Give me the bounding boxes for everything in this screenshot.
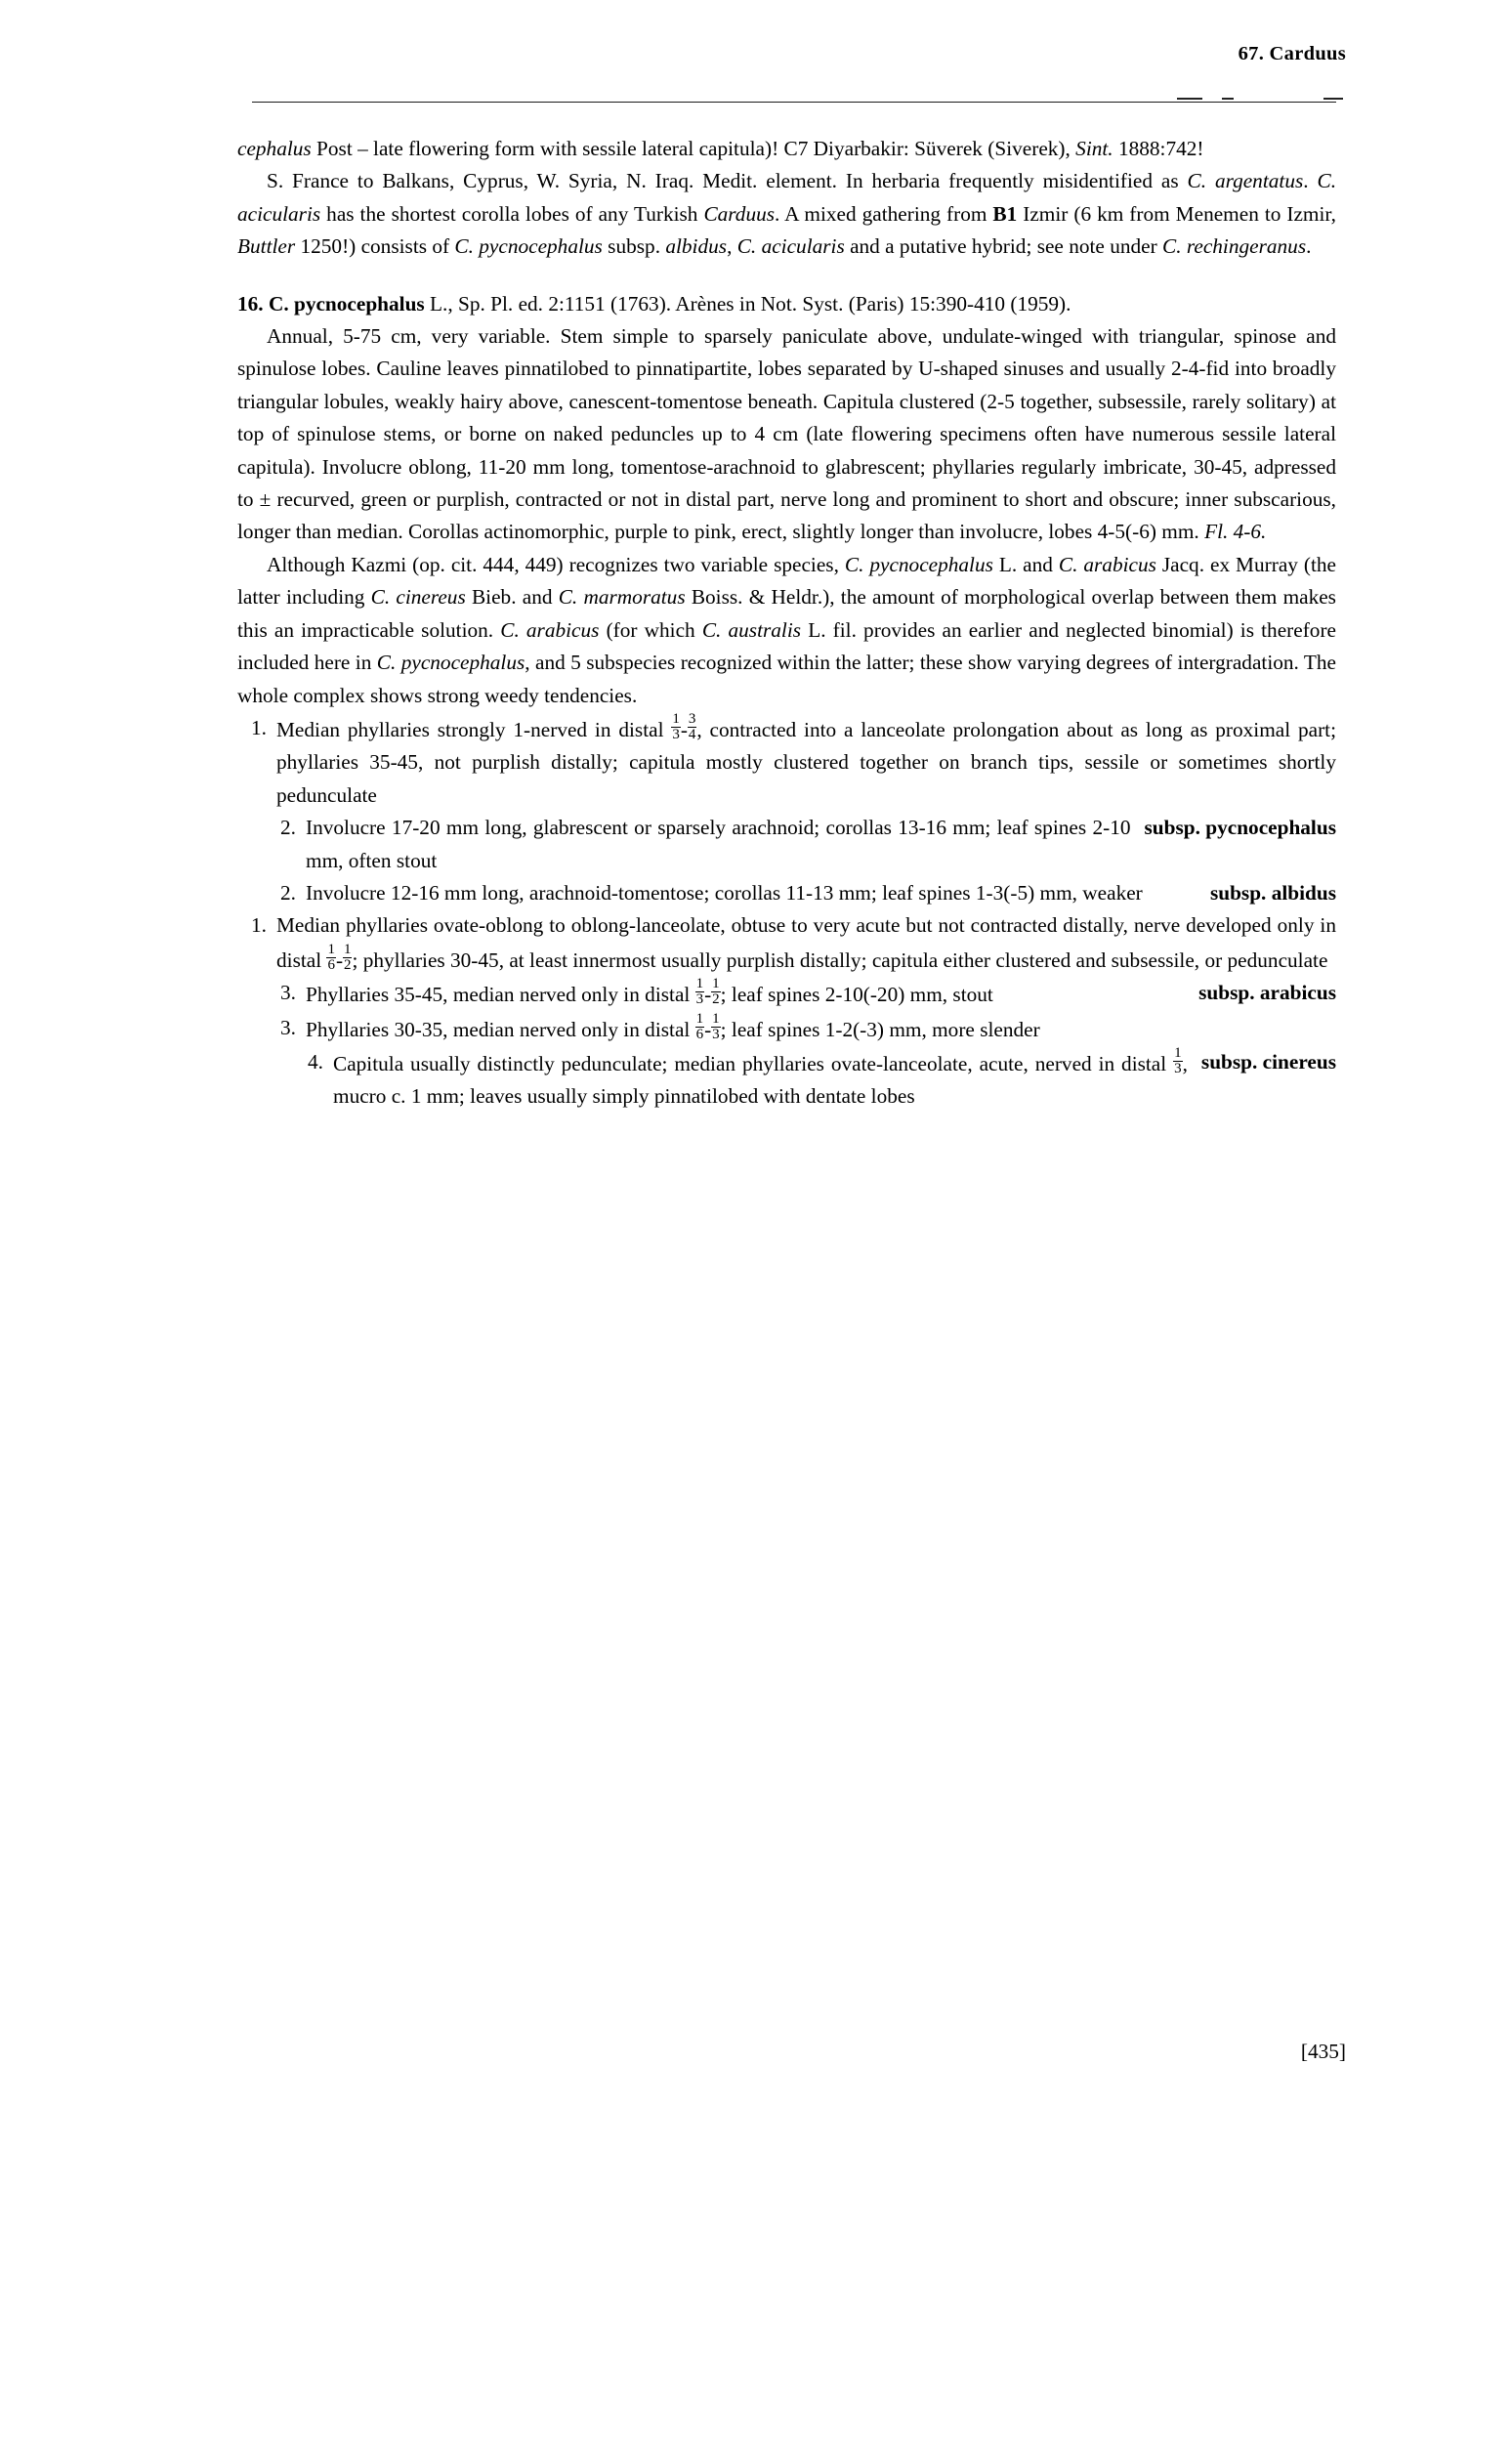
key-lead-number: 2. bbox=[280, 816, 296, 840]
key-lead-number: 3. bbox=[280, 981, 296, 1005]
key-lead-text-a: Capitula usually distinctly pedunculate; median phyllaries ovate-lanceolate, acute, nerved in distal bbox=[333, 1051, 1174, 1075]
key-lead-text bbox=[306, 977, 1336, 1011]
key-lead-text-a: Phyllaries 35-45, median nerved only in distal bbox=[306, 983, 695, 1007]
key-taxon-name: subsp. cinereus bbox=[1200, 1049, 1336, 1074]
key-lead-text bbox=[306, 877, 1336, 909]
species-epithet-continued: cephalus bbox=[237, 137, 312, 160]
key-lead-text bbox=[306, 812, 1336, 877]
paragraph-description: Annual, 5-75 cm, very variable. Stem simple to sparsely paniculate above, undulate-winged with triangular, spinose and spinulose lobes. Cauline leaves pinnatilobed to pinnatipartite, lobes separated by U-shaped sinuses and usually 2-4-fid into broadly triangular lobules, weakly hairy above, canescent-tomentose beneath. Capitula clustered (2-5 together, subsessile, rarely solitary) at top of spinulose stems, or borne on naked peduncles up to 4 cm (late flowering specimens often have numerous sessile lateral capitula). Involucre oblong, 11-20 mm long, tomentose-arachnoid to glabrescent; phyllaries regularly imbricate, 30-45, adpressed to ± recurved, green or purplish, contracted or not in distal part, nerve long and prominent to short and obscure; inner subscarious, longer than median. Corollas actinomorphic, purple to pink, erect, slightly longer than involucre, lobes 4-5(-6) mm. Fl. 4-6. bbox=[237, 324, 1336, 544]
key-taxon-name: subsp. pycnocephalus bbox=[1144, 816, 1336, 840]
key-lead-text-a: Median phyllaries strongly 1-nerved in distal bbox=[276, 717, 672, 741]
key-lead-number: 4. bbox=[308, 1049, 323, 1074]
key-taxon-name: subsp. arabicus bbox=[1198, 981, 1336, 1005]
page-folio: [435] bbox=[1300, 2040, 1346, 2063]
paragraph-continuation-text: Post – late flowering form with sessile lateral capitula)! C7 Diyarbakir: Süverek (Siverek), bbox=[311, 137, 1076, 160]
collection-number: 1888:742! bbox=[1113, 137, 1204, 160]
collector-abbrev: Sint. bbox=[1075, 137, 1113, 160]
header-rule-dashes bbox=[1177, 98, 1343, 111]
key-lead bbox=[237, 1012, 1336, 1046]
key-lead-text bbox=[306, 1012, 1336, 1046]
key-lead-text-a: Median phyllaries ovate-oblong to oblong-lanceolate, obtuse to very acute but not contracted distally, nerve developed only in distal bbox=[276, 913, 1336, 972]
key-lead-text bbox=[276, 909, 1336, 977]
key-lead-number: 1. bbox=[251, 913, 267, 938]
header-rule bbox=[252, 102, 1336, 103]
key-lead-number: 2. bbox=[280, 880, 296, 905]
fraction-range: $\frac{1}{3}$ - $\frac{1}{2}$ bbox=[695, 976, 720, 1008]
key-lead bbox=[237, 712, 1336, 812]
key-lead-text-a: Involucre 12-16 mm long, arachnoid-tomentose; corollas 11-13 mm; leaf spines 1-3(-5) mm, weaker bbox=[306, 880, 1143, 905]
entry-number: 16. bbox=[237, 291, 264, 316]
key-lead bbox=[237, 909, 1336, 977]
key-lead-text-a: Phyllaries 30-35, median nerved only in distal bbox=[306, 1017, 695, 1041]
running-head: 67. Carduus bbox=[1238, 43, 1346, 64]
fraction-range: $\frac{1}{3}$ - $\frac{3}{4}$ bbox=[672, 710, 696, 742]
key-lead-text-b: ; phyllaries 30-45, at least innermost usually purplish distally; capitula either clustered and subsessile, or pedunculate bbox=[352, 948, 1328, 972]
paragraph-continuation bbox=[237, 133, 1336, 165]
paragraph-distribution: S. France to Balkans, Cyprus, W. Syria, N. Iraq. Medit. element. In herbaria frequently misidentified as C. argentatus. C. acicularis has the shortest corolla lobes of any Turkish Carduus. A mixed gathering from B1 Izmir (6 km from Menemen to Izmir, Buttler 1250!) consists of C. pycnocephalus subsp. albidus, C. acicularis and a putative hybrid; see note under C. rechingeranus. bbox=[237, 169, 1337, 259]
key-taxon-name: subsp. albidus bbox=[1209, 880, 1336, 905]
page-body bbox=[237, 133, 1336, 1114]
key-lead bbox=[237, 877, 1336, 909]
key-lead-text-b: ; leaf spines 1-2(-3) mm, more slender bbox=[720, 1017, 1040, 1041]
taxon-entry-heading bbox=[237, 288, 1336, 320]
key-lead-text bbox=[276, 712, 1336, 812]
entry-citation: L., Sp. Pl. ed. 2:1151 (1763). Arènes in Not. Syst. (Paris) 15:390-410 (1959). bbox=[424, 291, 1071, 316]
paragraph-discussion: Although Kazmi (op. cit. 444, 449) recognizes two variable species, C. pycnocephalus L. and C. arabicus Jacq. ex Murray (the latter including C. cinereus Bieb. and C. marmoratus Boiss. & Heldr.), the amount of morphological overlap between them makes this an impracticable solution. C. arabicus (for which C. australis L. fil. provides an earlier and neglected binomial) is therefore included here in C. pycnocephalus, and 5 subspecies recognized within the latter; these show varying degrees of intergradation. The whole complex shows strong weedy tendencies. bbox=[237, 552, 1336, 707]
fraction-single: $\frac{1}{3}$ bbox=[1174, 1044, 1182, 1076]
key-lead-text-b: , mucro c. 1 mm; leaves usually simply pinnatilobed with dentate lobes bbox=[333, 1051, 1188, 1109]
key-lead-number: 1. bbox=[251, 715, 267, 739]
key-lead-text-b: , contracted into a lanceolate prolongation about as long as proximal part; phyllaries 35-45, not purplish distally; capitula mostly clustered together on branch tips, sessile or sometimes shortly pedunculate bbox=[276, 717, 1337, 807]
key-lead-text bbox=[333, 1046, 1336, 1114]
key-lead bbox=[237, 977, 1336, 1011]
key-lead-number: 3. bbox=[280, 1015, 296, 1039]
fraction-range: $\frac{1}{6}$ - $\frac{1}{3}$ bbox=[695, 1010, 720, 1042]
entry-species-name: C. pycnocephalus bbox=[268, 291, 425, 316]
key-lead-text-b: ; leaf spines 2-10(-20) mm, stout bbox=[720, 983, 993, 1007]
key-lead-text-a: Involucre 17-20 mm long, glabrescent or sparsely arachnoid; corollas 13-16 mm; leaf spines 2-10 mm, often stout bbox=[306, 816, 1131, 872]
fraction-range: $\frac{1}{6}$ - $\frac{1}{2}$ bbox=[327, 941, 352, 973]
key-lead bbox=[237, 812, 1336, 877]
key-lead bbox=[237, 1046, 1336, 1114]
